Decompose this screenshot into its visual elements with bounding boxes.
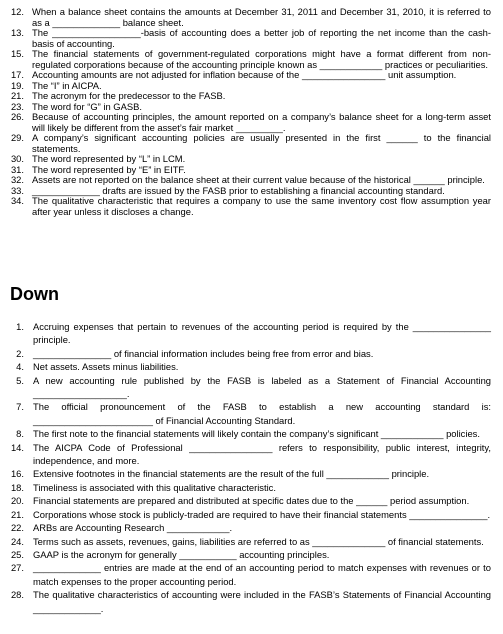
- clue-number: 21.: [10, 508, 24, 520]
- clue-text: _____________ entries are made at the end of an accounting period to match expenses with revenues or to match expenses to the proper accounting period.: [33, 562, 491, 587]
- clue-item: [0, 535, 503, 548]
- clue-number: 18.: [10, 481, 24, 493]
- clue-text: The financial statements of government-regulated corporations might have a format different from non-regulated corporations because of the accounting principle known as ____________ practices or peculiarities.: [32, 48, 491, 70]
- clue-text: A new accounting rule published by the FASB is labeled as a Statement of Financial Accounting __________________.: [33, 374, 491, 400]
- clue-number: 1.: [16, 321, 24, 332]
- clue-number: 28.: [10, 589, 24, 601]
- clue-text: When a balance sheet contains the amounts at December 31, 2011 and December 31, 2010, it is referred to as a _____________ balance sheet.: [32, 6, 491, 28]
- clue-text: The acronym for the predecessor to the FASB.: [32, 90, 226, 101]
- clue-item: [0, 441, 503, 468]
- clue-text: The first note to the financial statements will likely contain the company’s significant ____________ policies.: [33, 428, 480, 440]
- clue-number: 27.: [10, 562, 24, 574]
- clue-text: Assets are not reported on the balance sheet at their current value because of the historical ______ principle.: [32, 174, 485, 185]
- clue-item: [0, 91, 503, 102]
- clue-item: [0, 320, 503, 347]
- clue-item: [0, 400, 503, 427]
- clue-text: GAAP is the acronym for generally ___________ accounting principles.: [33, 548, 330, 560]
- clue-item: [0, 175, 503, 186]
- clue-number: 12.: [10, 6, 24, 17]
- down-heading: Down: [10, 284, 59, 304]
- clue-item: [0, 49, 503, 70]
- clue-text: _____________ drafts are issued by the FASB prior to establishing a financial accounting standard.: [32, 184, 445, 196]
- clue-item: [0, 481, 503, 494]
- clue-number: 24.: [10, 535, 24, 547]
- clue-number: 15.: [10, 48, 24, 59]
- clue-number: 19.: [10, 79, 24, 91]
- clue-text: Corporations whose stock is publicly-traded are required to have their financial statements _______________.: [33, 508, 491, 520]
- clue-text: _______________ of financial information includes being free from error and bias.: [33, 347, 374, 359]
- clue-number: 5.: [16, 374, 24, 386]
- clue-item: [0, 588, 503, 615]
- clue-item: [0, 196, 503, 217]
- clue-number: 14.: [10, 441, 24, 453]
- clue-number: 29.: [10, 132, 24, 143]
- clue-number: 31.: [10, 163, 24, 175]
- clue-text: Accounting amounts are not adjusted for inflation because of the ________________ unit assumption.: [32, 69, 457, 80]
- clue-item: [0, 521, 503, 534]
- clue-text: The qualitative characteristics of accounting were included in the FASB’s Statements of Financial Accounting _____________.: [33, 589, 491, 614]
- clue-item: [0, 467, 503, 480]
- clue-item: [0, 561, 503, 588]
- clue-number: 8.: [16, 428, 24, 440]
- clue-number: 30.: [10, 153, 24, 164]
- clue-text: The “I” in AICPA.: [32, 79, 102, 91]
- clue-number: 17.: [10, 69, 24, 80]
- down-clue-list: [0, 320, 503, 615]
- clue-text: Financial statements are prepared and distributed at specific dates due to the ______ period assumption.: [33, 495, 470, 507]
- clue-number: 20.: [10, 495, 24, 507]
- clue-text: The word represented by “E” in EITF.: [32, 163, 186, 175]
- clue-text: The official pronouncement of the FASB to establish a new accounting standard is: _______________________ of Financial Accounting Standard.: [33, 401, 491, 426]
- clue-number: 7.: [16, 401, 24, 413]
- clue-number: 21.: [10, 90, 24, 101]
- clue-item: [0, 70, 503, 81]
- clue-number: 23.: [10, 100, 24, 112]
- clue-text: A company’s significant accounting policies are usually presented in the first ______ to the financial statements.: [32, 132, 491, 154]
- clue-number: 26.: [10, 111, 24, 122]
- clue-text: The word represented by “L” in LCM.: [32, 153, 186, 164]
- clue-text: The qualitative characteristic that requires a company to use the same inventory cost flow assumption year after year unless it discloses a change.: [32, 195, 491, 217]
- clue-text: Because of accounting principles, the amount reported on a company’s balance sheet for a long-term asset will likely be different from the asset’s fair market _________.: [32, 111, 491, 133]
- clue-item: [0, 7, 503, 28]
- clue-number: 32.: [10, 174, 24, 185]
- clue-item: [0, 374, 503, 401]
- clue-text: The word for “G” in GASB.: [32, 100, 142, 112]
- clue-number: 25.: [10, 548, 24, 560]
- clue-number: 13.: [10, 27, 24, 38]
- clue-item: [0, 347, 503, 360]
- clue-text: Terms such as assets, revenues, gains, liabilities are referred to as ______________ of financial statements.: [33, 535, 484, 547]
- clue-item: [0, 154, 503, 165]
- clue-text: Net assets. Assets minus liabilities.: [33, 361, 179, 373]
- clue-item: [0, 360, 503, 373]
- clue-number: 4.: [16, 361, 24, 373]
- clue-item: [0, 28, 503, 49]
- clue-text: The _________________-basis of accounting does a better job of reporting the net income than the cash-basis of accounting.: [32, 27, 491, 49]
- clue-item: [0, 548, 503, 561]
- clue-text: ARBs are Accounting Research ____________.: [33, 522, 233, 534]
- clue-number: 2.: [16, 347, 24, 359]
- clue-item: [0, 112, 503, 133]
- clue-text: Accruing expenses that pertain to revenues of the accounting period is required by the _______________ principle.: [33, 321, 491, 346]
- clue-text: The AICPA Code of Professional ________________ refers to responsibility, public interest, integrity, independence, and more.: [33, 441, 491, 467]
- clue-number: 16.: [10, 468, 24, 480]
- clue-text: Extensive footnotes in the financial statements are the result of the full ____________ principle.: [33, 468, 430, 480]
- clue-item: [0, 133, 503, 154]
- clue-item: [0, 494, 503, 507]
- across-clue-list: [0, 7, 503, 217]
- clue-item: [0, 427, 503, 440]
- clue-number: 33.: [10, 184, 24, 196]
- clue-number: 22.: [10, 522, 24, 534]
- clue-text: Timeliness is associated with this qualitative characteristic.: [33, 481, 276, 493]
- clue-number: 34.: [10, 195, 24, 206]
- clue-item: [0, 508, 503, 521]
